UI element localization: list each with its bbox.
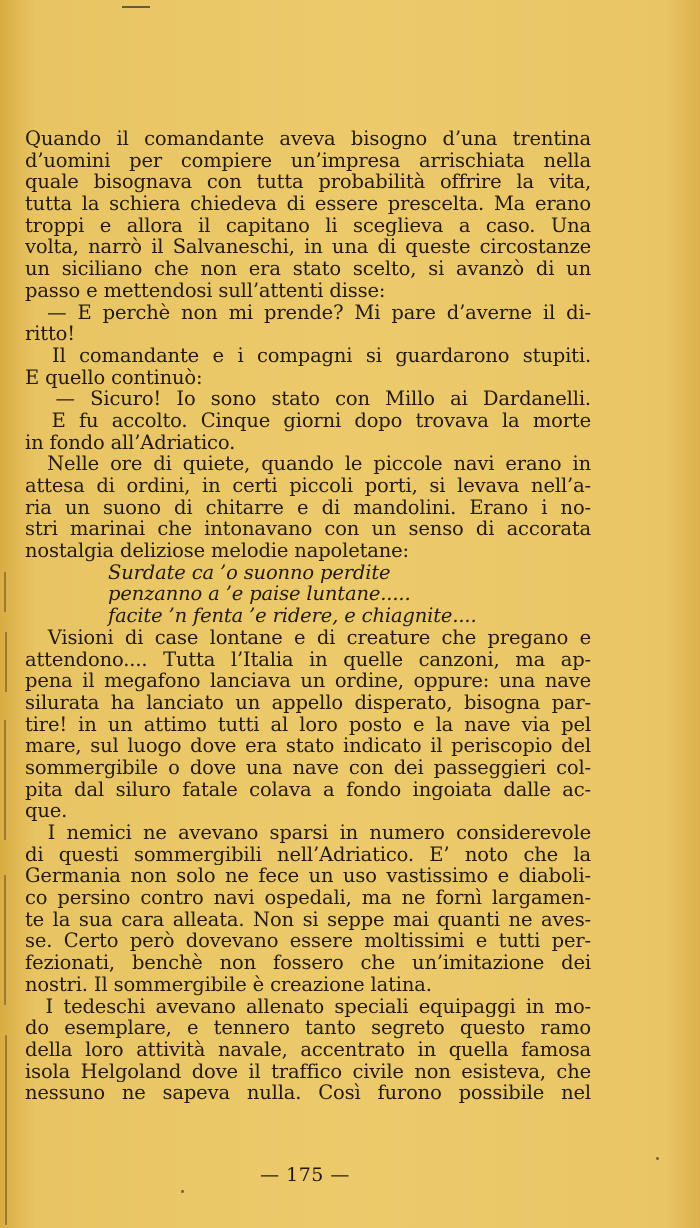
text-line: sommergibile o dove una nave con dei passeggieri col- bbox=[25, 756, 591, 779]
text-line: se. Certo però dovevano essere moltissimi e tutti per- bbox=[25, 930, 591, 953]
page-number: — 175 — bbox=[260, 1164, 350, 1186]
text-line: fezionati, benchè non fossero che un’imitazione dei bbox=[25, 952, 591, 974]
text-line: tutta la schiera chiedeva di essere prescelta. Ma erano bbox=[25, 193, 591, 215]
text-line: co persino contro navi ospedali, ma ne fornì largamen- bbox=[25, 887, 591, 909]
text-line: attendono.... Tutta l’Italia in quelle canzoni, ma ap- bbox=[25, 648, 591, 671]
poem-line: facite ’n fenta ’e ridere, e chiagnite.... bbox=[108, 604, 477, 628]
page-edge-mark bbox=[5, 1035, 7, 1225]
text-line: nessuno ne sapeva nulla. Così furono possibile nel bbox=[25, 1082, 591, 1104]
text-line: pena il megafono lanciava un ordine, oppure: una nave bbox=[25, 670, 591, 692]
text-line: della loro attività navale, accentrato in quella famosa bbox=[25, 1038, 591, 1061]
poem-line: penzanno a ’e paise luntane..... bbox=[108, 582, 411, 606]
text-line: troppi e allora il capitano li sceglieva a caso. Una bbox=[25, 214, 591, 237]
text-line: in fondo all’Adriatico. bbox=[25, 431, 236, 454]
paper-speck bbox=[656, 1157, 659, 1160]
text-line: E quello continuò: bbox=[25, 366, 203, 389]
text-line: un siciliano che non era stato scelto, si avanzò di un bbox=[25, 258, 591, 280]
text-line: Nelle ore di quiete, quando le piccole navi erano in bbox=[25, 453, 591, 475]
text-line: te la sua cara alleata. Non si seppe mai quanti ne aves- bbox=[25, 908, 591, 931]
text-line: pita dal siluro fatale colava a fondo ingoiata dalle ac- bbox=[25, 778, 591, 801]
text-line: silurata ha lanciato un appello disperato, bisogna par- bbox=[25, 691, 591, 714]
text-line: Germania non solo ne fece un uso vastissimo e diaboli- bbox=[25, 865, 591, 888]
text-line: do esemplare, e tennero tanto segreto questo ramo bbox=[25, 1017, 591, 1039]
text-line: nostri. Il sommergibile è creazione latina. bbox=[25, 973, 432, 996]
text-line: stri marinai che intonavano con un senso di accorata bbox=[25, 518, 591, 541]
text-line: mare, sul luogo dove era stato indicato il periscopio del bbox=[25, 735, 591, 757]
page-edge-mark bbox=[5, 632, 7, 692]
page-edge-mark bbox=[4, 875, 6, 1005]
text-line: I tedeschi avevano allenato speciali equipaggi in mo- bbox=[25, 995, 591, 1018]
text-line: di questi sommergibili nell’Adriatico. E’ noto che la bbox=[25, 843, 591, 866]
text-line: Visioni di case lontane e di creature che pregano e bbox=[25, 626, 591, 649]
text-line: que. bbox=[25, 800, 68, 822]
text-line: passo e mettendosi sull’attenti disse: bbox=[25, 279, 386, 302]
text-line: isola Helgoland dove il traffico civile non esisteva, che bbox=[25, 1060, 591, 1083]
text-line: tire! in un attimo tutti al loro posto e la nave via pel bbox=[25, 713, 591, 736]
page-edge-mark bbox=[4, 720, 6, 840]
poem-line: Surdate ca ’o suonno perdite bbox=[108, 560, 391, 584]
text-line: d’uomini per compiere un’impresa arrischiata nella bbox=[25, 149, 591, 172]
text-line: — E perchè non mi prende? Mi pare d’averne il di- bbox=[25, 301, 591, 324]
text-line: Il comandante e i compagni si guardarono stupiti. bbox=[25, 344, 591, 367]
text-line: I nemici ne avevano sparsi in numero considerevole bbox=[25, 822, 591, 844]
text-line: nostalgia deliziose melodie napoletane: bbox=[25, 540, 409, 562]
text-line: ritto! bbox=[25, 323, 75, 345]
page-edge-mark bbox=[4, 572, 6, 612]
text-line: attesa di ordini, in certi piccoli porti, si levava nell’a- bbox=[25, 475, 591, 497]
text-line: Quando il comandante aveva bisogno d’una trentina bbox=[25, 128, 591, 150]
text-line: volta, narrò il Salvaneschi, in una di queste circostanze bbox=[25, 236, 591, 259]
text-line: quale bisognava con tutta probabilità offrire la vita, bbox=[25, 171, 591, 194]
paper-speck bbox=[181, 1190, 184, 1193]
text-line: E fu accolto. Cinque giorni dopo trovava la morte bbox=[25, 409, 591, 432]
text-line: ria un suono di chitarre e di mandolini. Erano i no- bbox=[25, 496, 591, 519]
printing-mark bbox=[122, 6, 150, 8]
body-text bbox=[25, 128, 591, 1104]
text-line: — Sicuro! Io sono stato con Millo ai Dardanelli. bbox=[25, 388, 591, 410]
